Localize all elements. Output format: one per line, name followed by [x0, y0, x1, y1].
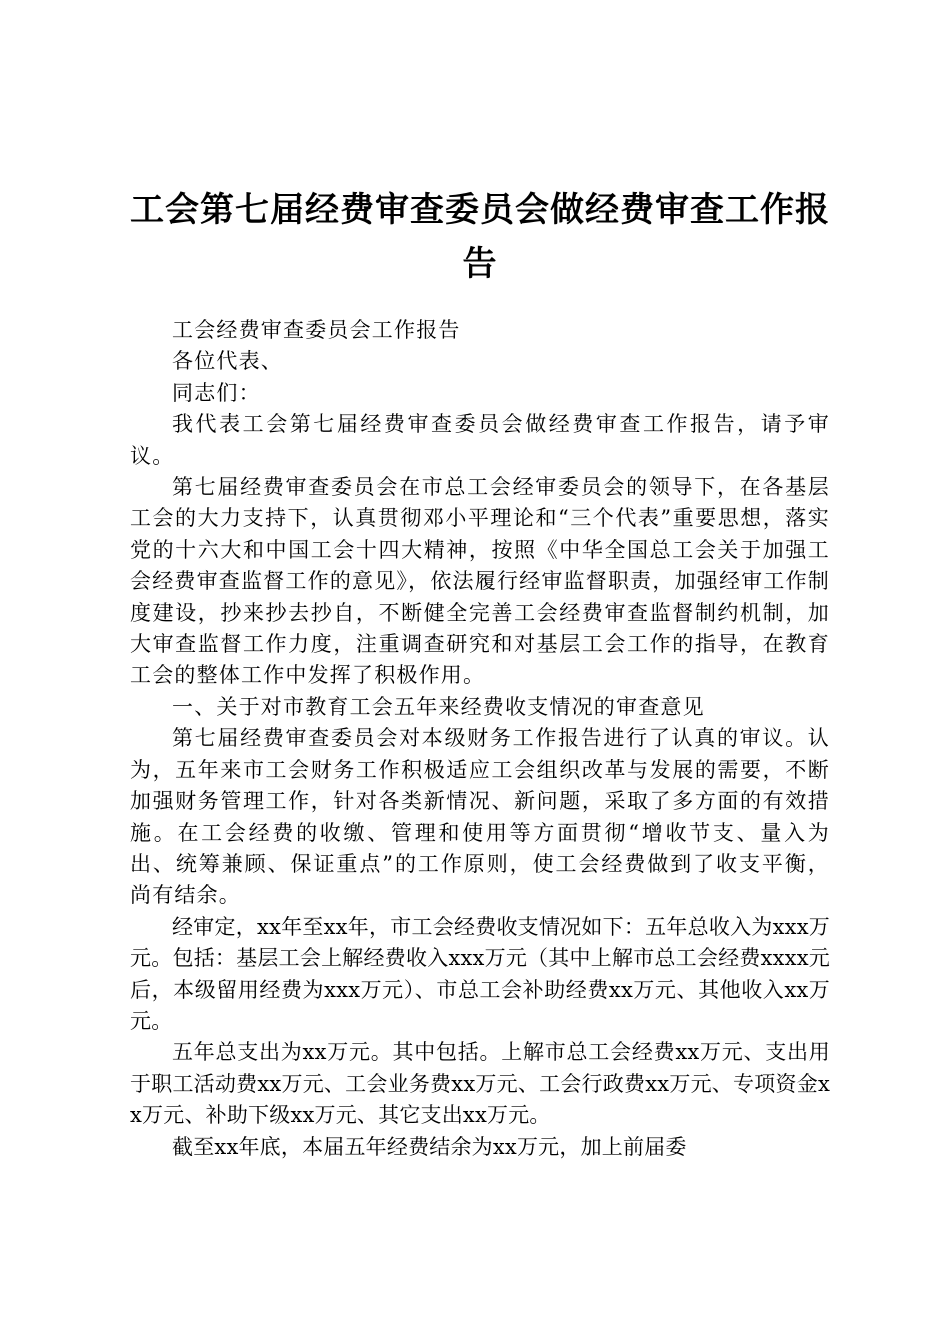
section-heading: 一、关于对市教育工会五年来经费收支情况的审查意见 [172, 694, 705, 719]
body-paragraph: 五年总支出为xx万元。其中包括。上解市总工会经费xx万元、支出用于职工活动费xx万元、工会业务费xx万元、工会行政费xx万元、专项资金xx万元、补助下级xx万元、其它支出xx万元。 [130, 1040, 830, 1128]
body-paragraph: 经审定，xx年至xx年，市工会经费收支情况如下：五年总收入为xxx万元。包括：基层工会上解经费收入xxx万元（其中上解市总工会经费xxxx元后，本级留用经费为xxx万元）、市总工会补助经费xx万元、其他收入xx万元。 [130, 914, 830, 1033]
report-subtitle: 工会经费审查委员会工作报告 [172, 318, 461, 342]
salutation-representatives: 各位代表、 [172, 349, 283, 374]
body-paragraph: 第七届经费审查委员会在市总工会经审委员会的领导下，在各基层工会的大力支持下，认真贯彻邓小平理论和“三个代表”重要思想，落实党的十六大和中国工会十四大精神，按照《中华全国总工会关于加强工会经费审查监督工作的意见》，依法履行经审监督职责，加强经审工作制度建设，抄来抄去抄自，不断健全完善工会经费审查监督制约机制，加大审查监督工作力度，注重调查研究和对基层工会工作的指导，在教育工会的整体工作中发挥了积极作用。 [130, 475, 830, 688]
salutation-comrades: 同志们： [172, 380, 261, 405]
document-title: 工会第七届经费审查委员会做经费审查工作报告 [130, 190, 830, 284]
document-page [130, 0, 830, 1344]
body-paragraph: 第七届经费审查委员会对本级财务工作报告进行了认真的审议。认为，五年来市工会财务工作积极适应工会组织改革与发展的需要，不断加强财务管理工作，针对各类新情况、新问题，采取了多方面的有效措施。在工会经费的收缴、管理和使用等方面贯彻“增收节支、量入为出、统筹兼顾、保证重点”的工作原则，使工会经费做到了收支平衡，尚有结余。 [130, 726, 830, 908]
body-paragraph: 截至xx年底，本届五年经费结余为xx万元，加上前届委 [172, 1134, 687, 1159]
body-paragraph: 我代表工会第七届经费审查委员会做经费审查工作报告，请予审议。 [130, 412, 830, 468]
document-body [130, 315, 830, 1163]
